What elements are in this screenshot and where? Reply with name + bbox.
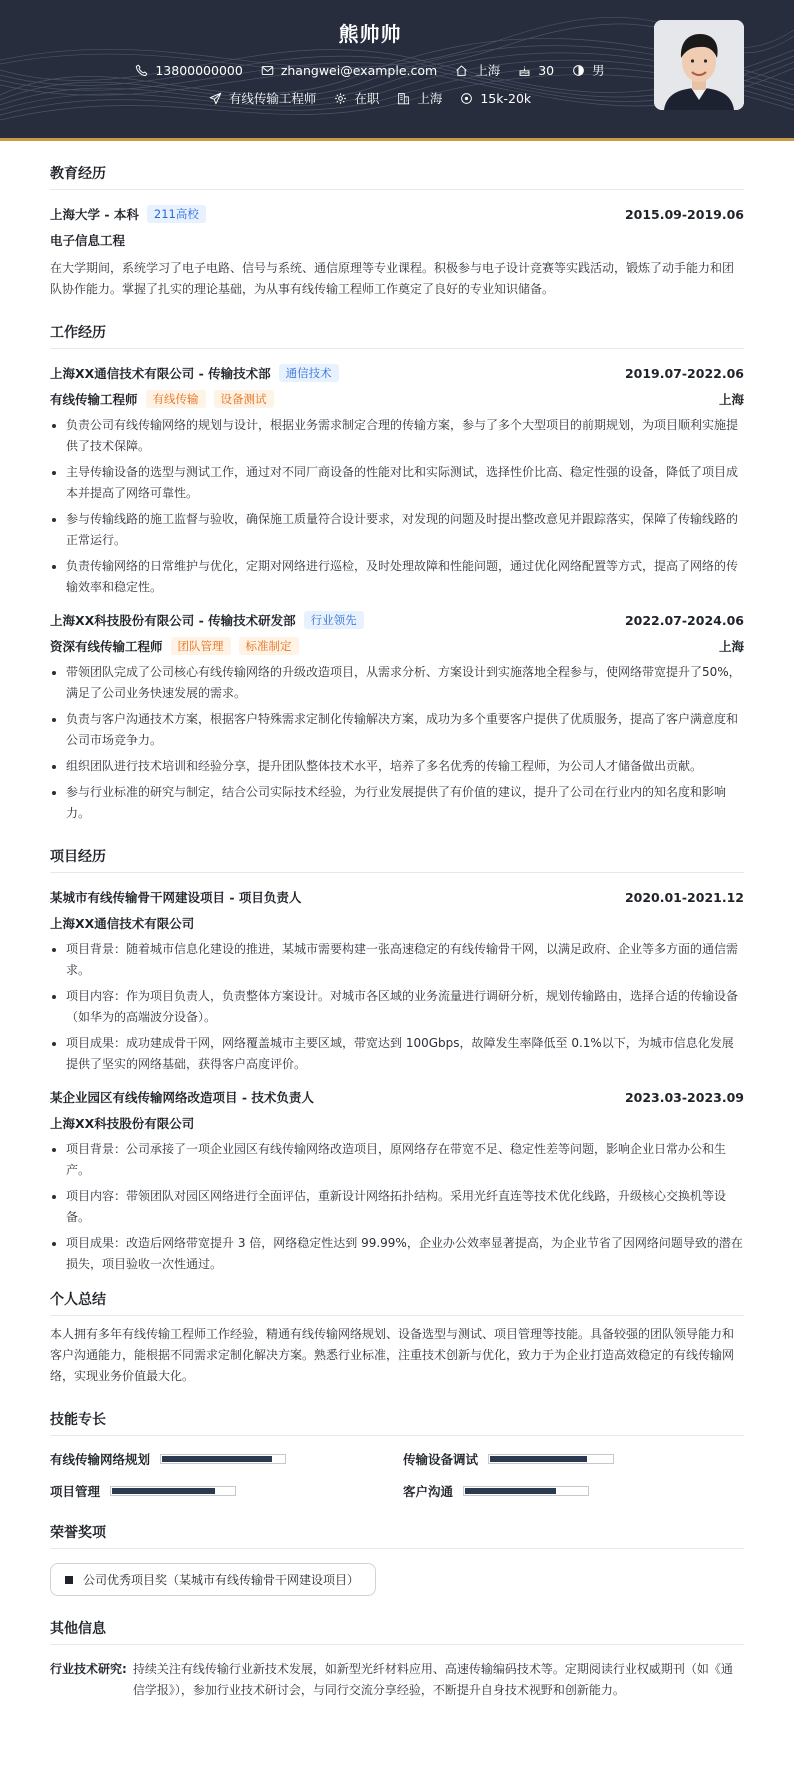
award-item [50,1563,376,1596]
send-icon [209,92,222,105]
target-city-text: 上海 [417,91,443,106]
list-item: 项目内容：带领团队对园区网络进行全面评估，重新设计网络拓扑结构。采用光纤直连等技术优化线路，升级核心交换机等设备。 [50,1186,744,1228]
skill-name: 客户沟通 [403,1484,454,1499]
age-text: 30 [538,62,555,78]
project-header [50,1087,744,1107]
role-tag: 设备测试 [214,390,274,408]
role-tag: 团队管理 [171,637,231,655]
skill-item [50,1482,403,1500]
position-text: 有线传输工程师 [228,91,317,106]
status-info [334,89,379,107]
project-bullets [50,1139,744,1275]
section-title: 荣誉奖项 [50,1522,744,1549]
building-icon [397,92,410,105]
age-info [518,63,554,78]
avatar-photo [654,20,744,110]
project-header [50,887,744,907]
home-icon [455,64,468,77]
project-section [50,846,744,1275]
education-section [50,163,744,300]
list-item: 项目背景：公司承接了一项企业园区有线传输网络改造项目，原网络存在带宽不足、稳定性差等问题，影响企业日常办公和生产。 [50,1139,744,1181]
work-entry [50,363,744,598]
project-date: 2023.03-2023.09 [624,1089,744,1105]
cake-icon [518,64,531,77]
work-location: 上海 [718,392,744,407]
section-title: 工作经历 [50,322,744,349]
phone-text: 13800000000 [155,62,243,78]
section-title: 个人总结 [50,1289,744,1316]
work-role-row [50,389,744,409]
project-entry [50,887,744,1075]
job-intent-row [0,89,740,107]
role-tag: 标准制定 [239,637,299,655]
work-date: 2022.07-2024.06 [624,612,744,628]
skill-bar [160,1454,286,1464]
project-company [50,1113,744,1133]
email-text: zhangwei@example.com [280,62,438,78]
list-item: 负责传输网络的日常维护与优化，定期对网络进行巡检，及时处理故障和性能问题，通过优化网络配置等方式，提高了网络的传输效率和稳定性。 [50,556,744,598]
work-section [50,322,744,824]
skill-name: 有线传输网络规划 [50,1452,151,1467]
work-bullets [50,415,744,598]
education-header [50,204,744,224]
skill-item [50,1450,403,1468]
list-item: 项目背景：随着城市信息化建设的推进，某城市需要构建一张高速稳定的有线传输骨干网，以满足政府、企业等多方面的通信需求。 [50,939,744,981]
education-description: 在大学期间，系统学习了电子电路、信号与系统、通信原理等专业课程。积极参与电子设计竞赛等实践活动，锻炼了动手能力和团队协作能力。掌握了扎实的理论基础，为从事有线传输工程师工作奠定了良好的专业知识储备。 [50,261,735,296]
section-title: 其他信息 [50,1618,744,1645]
salary-text: 15k-20k [480,90,532,106]
company-name: 上海XX通信技术有限公司 - 传输技术部 [50,366,271,381]
other-info-row [50,1659,744,1701]
role-title: 有线传输工程师 [50,392,138,407]
status-text: 在职 [354,91,380,106]
project-name: 某城市有线传输骨干网建设项目 - 项目负责人 [50,890,302,905]
city-info [455,61,500,79]
email-info [261,63,437,78]
major [50,230,744,250]
work-entry [50,610,744,824]
work-date: 2019.07-2022.06 [624,365,744,381]
target-city-info [397,89,442,107]
work-bullets [50,662,744,824]
project-name: 某企业园区有线传输网络改造项目 - 技术负责人 [50,1090,314,1105]
summary-text: 本人拥有多年有线传输工程师工作经验，精通有线传输网络规划、设备选型与测试、项目管理等技能。具备较强的团队领导能力和客户沟通能力，能根据不同需求定制化解决方案。熟悉行业标准，注重技术创新与优化，致力于为企业打造高效稳定的有线传输网络，实现业务价值最大化。 [50,1327,735,1383]
school-name: 上海大学 - 本科 [50,207,139,222]
work-header [50,610,744,630]
list-item: 负责与客户沟通技术方案，根据客户特殊需求定制化传输解决方案，成功为多个重要客户提供了优质服务，提高了客户满意度和公司市场竞争力。 [50,709,744,751]
gender-text: 男 [592,63,605,78]
skill-fill [490,1456,587,1462]
project-entry [50,1087,744,1275]
other-text: 持续关注有线传输行业新技术发展，如新型光纤材料应用、高速传输编码技术等。定期阅读行业权威期刊（如《通信学报》），参加行业技术研讨会，与同行交流分享经验，不断提升自身技术视野和创新能力。 [132,1662,733,1697]
project-company [50,913,744,933]
project-company-text: 上海XX通信技术有限公司 [50,916,195,931]
work-role-row [50,636,744,656]
skill-fill [112,1488,215,1494]
work-location: 上海 [718,639,744,654]
phone-info [135,63,242,78]
header-gold-line [0,138,794,141]
skill-item [403,1482,756,1500]
list-item: 项目内容：作为项目负责人，负责整体方案设计。对城市各区域的业务流量进行调研分析，规划传输路由，选择合适的传输设备（如华为的高端波分设备）。 [50,986,744,1028]
list-item: 项目成果：成功建成骨干网，网络覆盖城市主要区域，带宽达到 100Gbps，故障发生率降低至 0.1%以下，为城市信息化发展提供了坚实的网络基础，获得客户高度评价。 [50,1033,744,1075]
square-bullet-icon [65,1576,73,1584]
education-date: 2015.09-2019.06 [624,206,744,222]
coin-icon [460,92,473,105]
list-item: 参与传输线路的施工监督与验收，确保施工质量符合设计要求，对发现的问题及时提出整改意见并跟踪落实，保障了传输线路的正常运行。 [50,509,744,551]
award-text: 公司优秀项目奖（某城市有线传输骨干网建设项目） [83,1573,360,1587]
city-text: 上海 [475,63,501,78]
contact-row [0,61,740,79]
skill-fill [465,1488,556,1494]
other-label: 行业技术研究: [50,1662,127,1676]
skill-bar [463,1486,589,1496]
other-section [50,1618,744,1701]
gender-icon [572,64,585,77]
gender-info [572,61,605,79]
salary-info [460,91,531,106]
company-tag: 通信技术 [279,364,339,382]
role-tag: 有线传输 [146,390,206,408]
section-title: 教育经历 [50,163,744,190]
list-item: 参与行业标准的研究与制定，结合公司实际技术经验，为行业发展提供了有价值的建议，提升了公司在行业内的知名度和影响力。 [50,782,744,824]
list-item: 主导传输设备的选型与测试工作，通过对不同厂商设备的性能对比和实际测试，选择性价比高、稳定性强的设备，降低了项目成本并提高了网络可靠性。 [50,462,744,504]
school-tag: 211高校 [147,205,206,223]
skill-item [403,1450,756,1468]
skills-section [50,1409,744,1500]
list-item: 负责公司有线传输网络的规划与设计，根据业务需求制定合理的传输方案，参与了多个大型项目的前期规划，为项目顺利实施提供了技术保障。 [50,415,744,457]
position-info [209,89,317,107]
role-title: 资深有线传输工程师 [50,639,163,654]
skill-fill [162,1456,272,1462]
work-header [50,363,744,383]
major-text: 电子信息工程 [50,233,126,248]
project-company-text: 上海XX科技股份有限公司 [50,1116,195,1131]
summary-section [50,1289,744,1387]
skill-name: 传输设备调试 [403,1452,479,1467]
resume-header [0,0,794,141]
skill-bar [110,1486,236,1496]
skill-name: 项目管理 [50,1484,101,1499]
list-item: 带领团队完成了公司核心有线传输网络的升级改造项目，从需求分析、方案设计到实施落地全程参与，使网络带宽提升了50%，满足了公司业务快速发展的需求。 [50,662,744,704]
avatar-portrait [654,20,744,110]
skill-bar [488,1454,614,1464]
list-item: 组织团队进行技术培训和经验分享，提升团队整体技术水平，培养了多名优秀的传输工程师，为公司人才储备做出贡献。 [50,756,744,777]
project-bullets [50,939,744,1075]
company-tag: 行业领先 [304,611,364,629]
awards-section [50,1522,744,1596]
section-title: 项目经历 [50,846,744,873]
project-date: 2020.01-2021.12 [624,889,744,905]
section-title: 技能专长 [50,1409,744,1436]
phone-icon [135,64,148,77]
candidate-name: 熊帅帅 [338,22,402,46]
company-name: 上海XX科技股份有限公司 - 传输技术研发部 [50,613,296,628]
mail-icon [261,64,274,77]
gear-icon [334,92,347,105]
list-item: 项目成果：改造后网络带宽提升 3 倍，网络稳定性达到 99.99%，企业办公效率显著提高，为企业节省了因网络问题导致的潜在损失，项目验收一次性通过。 [50,1233,744,1275]
